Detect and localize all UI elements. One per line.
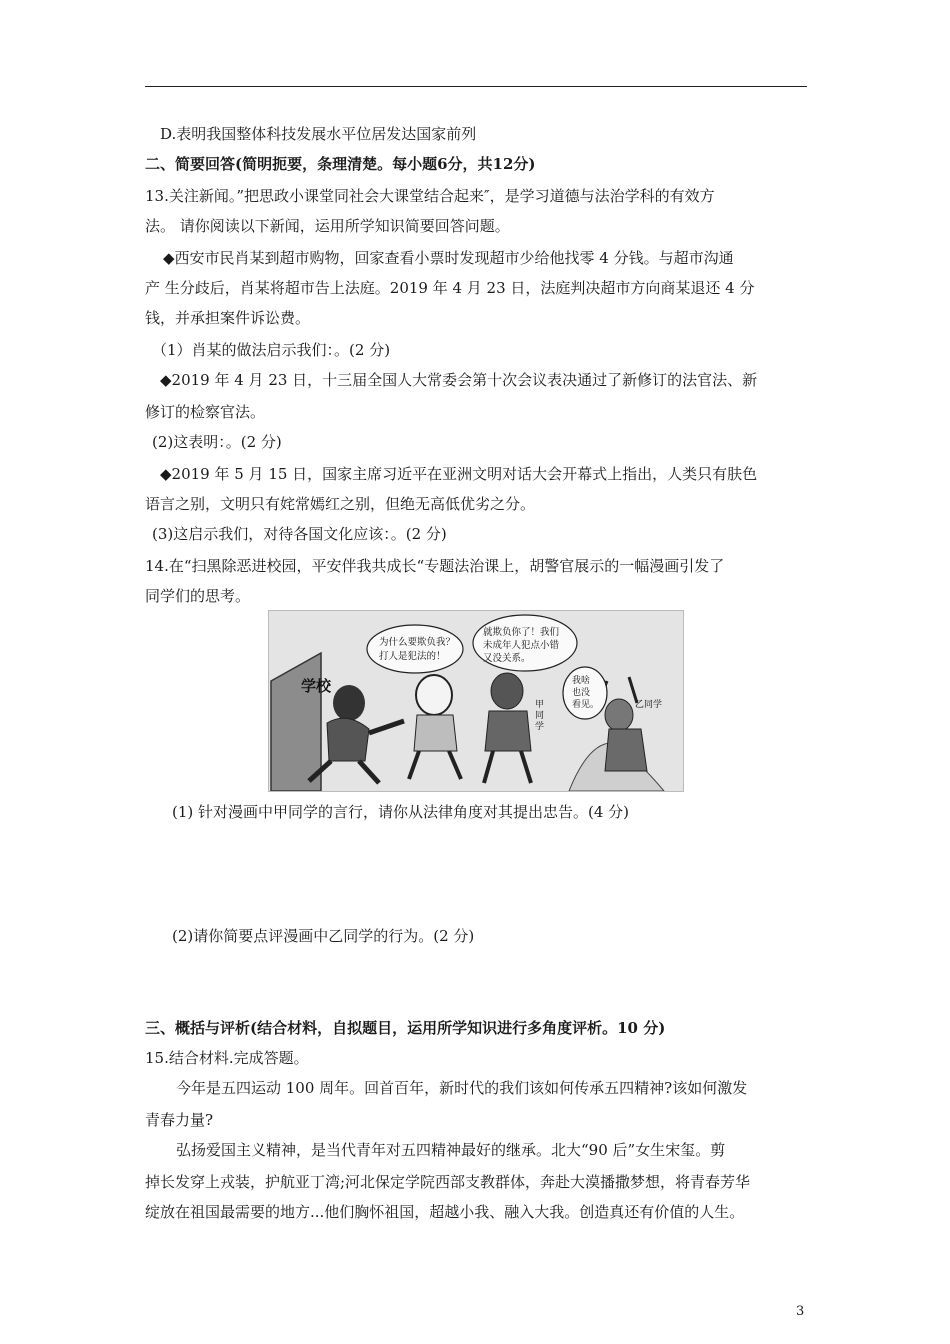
bubble3-line2: 也没 — [572, 688, 591, 698]
school-label: 学校 — [301, 677, 332, 695]
material-p2-line2: 掉长发穿上戎装，护航亚丁湾;河北保定学院西部支教群体，奔赴大漠播撒梦想，将青春芳华 — [145, 1173, 751, 1191]
news2-line2: 修订的检察官法。 — [145, 403, 266, 421]
q13-sub1: （1）肖某的做法启示我们：。(2 分) — [152, 341, 391, 359]
section-2-heading: 二、简要回答(简明扼要，条理清楚。每小题6分，共12分) — [145, 155, 536, 173]
option-d: D.表明我国整体科技发展水平位居发达国家前列 — [160, 125, 477, 143]
label-yi: 乙同学 — [635, 700, 663, 710]
q14-sub1: (1) 针对漫画中甲同学的言行，请你从法律角度对其提出忠告。(4 分) — [172, 803, 630, 821]
q14-stem-line2: 同学们的思考。 — [145, 587, 251, 605]
bubble2-line3: 又没关系。 — [483, 653, 531, 664]
label-jia-3: 学 — [535, 722, 545, 732]
material-p1-line1: 今年是五四运动 100 周年。回首百年，新时代的我们该如何传承五四精神?该如何激发 — [176, 1079, 748, 1097]
q14-sub2: (2)请你简要点评漫画中乙同学的行为。(2 分) — [172, 927, 475, 945]
news1-line3: 钱，并承担案件诉讼费。 — [145, 309, 311, 327]
bubble1-line2: 打人是犯法的！ — [379, 651, 446, 662]
q13-stem-line2: 法。 请你阅读以下新闻，运用所学知识简要回答问题。 — [145, 217, 510, 235]
bubble3-line3: 看见。 — [572, 700, 600, 710]
q13-sub2: (2)这表明：。(2 分) — [152, 433, 282, 451]
news1-line1: ◆西安市民肖某到超市购物，回家查看小票时发现超市少给他找零 4 分钱。与超市沟通 — [163, 249, 734, 267]
label-jia-2: 同 — [535, 711, 545, 721]
news3-line1: ◆2019 年 5 月 15 日，国家主席习近平在亚洲文明对话大会开幕式上指出，人类只有肤色 — [160, 465, 758, 483]
cartoon-image — [268, 610, 684, 792]
bubble1-line1: 为什么要欺负我？ — [379, 637, 456, 648]
material-p1-line2: 青春力量? — [145, 1111, 214, 1129]
news1-line2: 产 生分歧后，肖某将超市告上法庭。2019 年 4 月 23 日，法庭判决超市方向商某退还 4 分 — [145, 279, 755, 297]
q13-sub3: (3)这启示我们，对待各国文化应该：。(2 分) — [152, 525, 447, 543]
bubble2-line2: 未成年人犯点小错 — [483, 640, 560, 651]
q14-stem-line1: 14.在“扫黑除恶进校园，平安伴我共成长“专题法治课上，胡警官展示的一幅漫画引发了 — [145, 557, 725, 575]
q15-stem: 15.结合材料.完成答题。 — [145, 1049, 309, 1067]
news3-line2: 语言之别，文明只有姹常嫣红之别，但绝无高低优劣之分。 — [145, 495, 536, 513]
section-3-heading: 三、概括与评析(结合材料，自拟题目，运用所学知识进行多角度评析。10 分) — [145, 1019, 666, 1037]
news2-line1: ◆2019 年 4 月 23 日，十三届全国人大常委会第十次会议表决通过了新修订的法官法、新 — [160, 371, 758, 389]
material-p2-line3: 绽放在祖国最需要的地方...他们胸怀祖国，超越小我、融入大我。创造真还有价值的人生。 — [145, 1203, 745, 1221]
label-jia-1: 甲 — [535, 700, 545, 710]
material-p2-line1: 弘扬爱国主义精神，是当代青年对五四精神最好的继承。北大“90 后”女生宋玺。剪 — [176, 1141, 726, 1159]
q13-stem-line1: 13.关注新闻。”把思政小课堂同社会大课堂结合起来″，是学习道德与法治学科的有效方 — [145, 187, 715, 205]
page-number: 3 — [796, 1304, 805, 1319]
bubble2-line1: 就欺负你了！我们 — [483, 627, 560, 638]
bubble3-line1: 我啥 — [572, 676, 591, 686]
header-rule — [145, 86, 807, 87]
